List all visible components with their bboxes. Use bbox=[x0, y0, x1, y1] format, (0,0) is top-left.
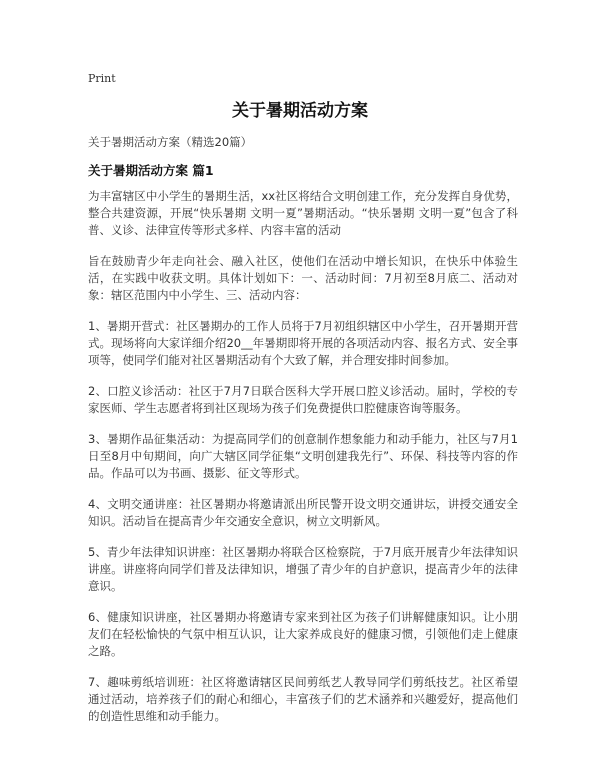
paragraph: 3、暑期作品征集活动：为提高同学们的创意制作想象能力和动手能力，社区与7月1日至8月中旬期间，向广大辖区同学征集“文明创建我先行”、环保、科技等内容的作品。作品可以为书画、摄影、征文等形式。 bbox=[88, 432, 518, 480]
paragraph: 为丰富辖区中小学生的暑期生活，xx社区将结合文明创建工作，充分发挥自身优势，整合共建资源，开展“快乐暑期 文明一夏”暑期活动。“快乐暑期 文明一夏”包含了科普、义诊、法律宣传等形式多样、内容丰富的活动 bbox=[88, 189, 518, 237]
paragraph: 旨在鼓励青少年走向社会、融入社区，使他们在活动中增长知识，在快乐中体验生活，在实践中收获文明。具体计划如下：一、活动时间：7月初至8月底二、活动对象：辖区范围内中小学生、三、活动内容： bbox=[88, 254, 518, 302]
document-body bbox=[88, 188, 518, 739]
print-link[interactable]: Print bbox=[88, 72, 116, 85]
section-heading: 关于暑期活动方案 篇1 bbox=[88, 163, 214, 178]
paragraph: 7、趣味剪纸培训班：社区将邀请辖区民间剪纸艺人教导同学们剪纸技艺。社区希望通过活动，培养孩子们的耐心和细心，丰富孩子们的艺术涵养和兴趣爱好，提高他们的创造性思维和动手能力。 bbox=[88, 675, 518, 723]
paragraph: 2、口腔义诊活动：社区于7月7日联合医科大学开展口腔义诊活动。届时，学校的专家医师、学生志愿者将到社区现场为孩子们免费提供口腔健康咨询等服务。 bbox=[88, 384, 518, 415]
paragraph: 4、文明交通讲座：社区暑期办将邀请派出所民警开设文明交通讲坛，讲授交通安全知识。活动旨在提高青少年交通安全意识，树立文明新风。 bbox=[88, 497, 518, 528]
paragraph: 1、暑期开营式：社区暑期办的工作人员将于7月初组织辖区中小学生，召开暑期开营式。现场将向大家详细介绍20__年暑期即将开展的各项活动内容、报名方式、安全事项等，使同学们能对社区暑期活动有个大致了解，并合理安排时间参加。 bbox=[88, 319, 518, 367]
document-subtitle: 关于暑期活动方案（精选20篇） bbox=[88, 135, 253, 149]
page-title: 关于暑期活动方案 bbox=[232, 101, 368, 121]
paragraph: 6、健康知识讲座，社区暑期办将邀请专家来到社区为孩子们讲解健康知识。让小朋友们在轻松愉快的气氛中相互认识，让大家养成良好的健康习惯，引领他们走上健康之路。 bbox=[88, 610, 518, 658]
paragraph: 5、青少年法律知识讲座：社区暑期办将联合区检察院，于7月底开展青少年法律知识讲座。讲座将向同学们普及法律知识，增强了青少年的自护意识，提高青少年的法律意识。 bbox=[88, 545, 518, 593]
